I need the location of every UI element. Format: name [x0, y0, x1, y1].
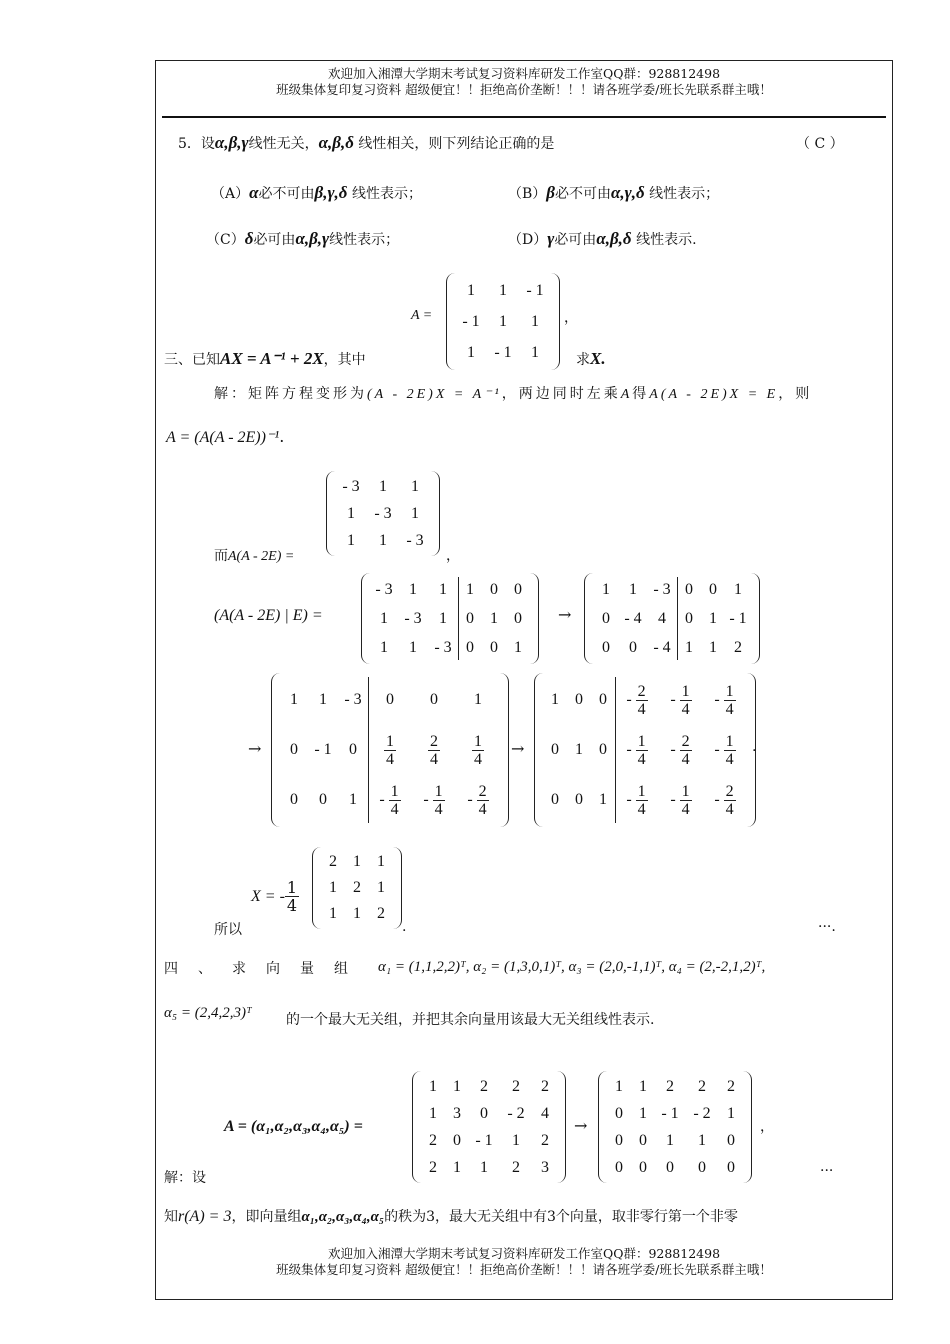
matrix-cell: - 3 [653, 580, 671, 598]
header-line-1: 欢迎加入湘潭大学期末考试复习资料库研发工作室QQ群：928812498 [327, 66, 721, 81]
matrix-cell: 0 [430, 691, 438, 708]
document-page [155, 60, 893, 1300]
augmented-separator [458, 577, 459, 660]
matrix-cell: 2 [329, 853, 337, 870]
matrix-cell: 2 [666, 1077, 674, 1095]
matrix-cell: 2 [541, 1077, 549, 1095]
header-rule [162, 116, 886, 118]
matrix-cell: - 3 [404, 609, 422, 627]
header-line-2: 班级集体复印复习资料 超级便宜！！拒绝高价垄断！！！请各班学委/班长先联系群主哦！ [276, 82, 772, 97]
augmented-matrix-3 [271, 673, 509, 827]
matrix-cell: - 1 [729, 609, 747, 627]
suoyi-label: 所以 [214, 922, 242, 938]
rank-line: 知r(A) = 3，即向量组α₁,α₂,α₃,α₄,α₅的秩为3，最大无关组中有3个向量，取非零行第一个非零 [164, 1208, 738, 1225]
matrix-cell: 0 [639, 1158, 647, 1176]
matrix-cell: 0 [698, 1158, 706, 1176]
x-result-fraction: $\frac{1}{4}$ [286, 878, 298, 915]
matrix-cell: 2 [698, 1077, 706, 1095]
section-3-question: 三、已知AX = A⁻¹ + 2X，其中 [164, 349, 366, 368]
matrix-cell: - 1 [462, 312, 480, 330]
arrow-3: → [511, 739, 525, 758]
matrix-cell: 1 [480, 1158, 488, 1176]
matrix-cell: - 3 [344, 691, 362, 708]
matrix-cell: $\frac{2}{4}$ [430, 732, 438, 768]
q5-stem: 5．设α,β,γ线性无关，α,β,δ 线性相关，则下列结论正确的是 [178, 133, 555, 152]
section-4-matrix-left [412, 1071, 566, 1183]
matrix-cell: 1 [734, 580, 742, 598]
matrix-cell: - 1 [661, 1104, 679, 1122]
matrix-cell: 0 [727, 1131, 735, 1149]
matrix-cell: - 3 [375, 580, 393, 598]
section-4-solution-label: 解：设 [164, 1170, 206, 1186]
matrix-cell: 0 [615, 1131, 623, 1149]
matrix-cell: 0 [575, 691, 583, 708]
q5-option-d: （D）γ必可由α,β,δ 线性表示. [508, 229, 697, 248]
matrix-cell: 1 [411, 477, 419, 495]
matrix-cell: 1 [290, 691, 298, 708]
matrix-cell: 0 [480, 1104, 488, 1122]
section-4-vectors: α₁ = (1,1,2,2)ᵀ, α₂ = (1,3,0,1)ᵀ, α₃ = (2,0,-1,1)ᵀ, α₄ = (2,-2,1,2)ᵀ, [378, 959, 766, 975]
matrix-cell: 1 [666, 1131, 674, 1149]
matrix-cell: 0 [685, 609, 693, 627]
matrix-cell: 1 [685, 638, 693, 656]
matrix-cell: 0 [615, 1104, 623, 1122]
matrix-cell: - 1 [314, 741, 332, 758]
matrix-cell: 0 [685, 580, 693, 598]
matrix-cell: 1 [453, 1077, 461, 1095]
matrix-cell: 1 [512, 1131, 520, 1149]
matrix-cell: - $\frac{2}{4}$ [670, 732, 690, 768]
matrix-cell: 1 [490, 609, 498, 627]
matrix-cell: 1 [379, 531, 387, 549]
product-matrix-tail: ， [446, 548, 460, 564]
matrix-cell: 2 [734, 638, 742, 656]
matrix-cell: 1 [379, 477, 387, 495]
matrix-cell: - 2 [693, 1104, 711, 1122]
matrix-cell: 1 [380, 638, 388, 656]
q5-option-c: （C）δ必可由α,β,γ线性表示； [206, 229, 400, 248]
footer-line-2: 班级集体复印复习资料 超级便宜！！拒绝高价垄断！！！请各班学委/班长先联系群主哦！ [276, 1262, 772, 1277]
matrix-cell: - 4 [653, 638, 671, 656]
matrix-cell: 1 [514, 638, 522, 656]
matrix-cell: - 3 [406, 531, 424, 549]
augmented-matrix-4 [534, 673, 756, 827]
augmented-matrix-1 [361, 573, 539, 664]
matrix-cell: 1 [453, 1158, 461, 1176]
matrix-cell: 2 [512, 1158, 520, 1176]
matrix-cell: 1 [409, 638, 417, 656]
matrix-cell: 1 [551, 691, 559, 708]
matrix-cell: 2 [480, 1077, 488, 1095]
matrix-cell: - $\frac{2}{4}$ [714, 782, 734, 818]
matrix-cell: 0 [386, 691, 394, 708]
matrix-cell: 0 [666, 1158, 674, 1176]
matrix-cell: 3 [541, 1158, 549, 1176]
augmented-matrix-2 [584, 573, 760, 664]
matrix-cell: 1 [727, 1104, 735, 1122]
section-4-label: 四 、 求 向 量 组 [164, 961, 348, 977]
matrix-cell: 1 [467, 281, 475, 299]
matrix-cell: - $\frac{1}{4}$ [714, 682, 734, 718]
augmented-separator [615, 677, 616, 823]
matrix-cell: 0 [453, 1131, 461, 1149]
matrix-cell: 1 [439, 609, 447, 627]
section-4-ellipsis: ··· [820, 1163, 834, 1179]
matrix-cell: 2 [727, 1077, 735, 1095]
page-footer [156, 1246, 892, 1278]
page-header [156, 66, 892, 98]
matrix-cell: 1 [409, 580, 417, 598]
x-result-lhs: X = - $\frac{1}{4}$ [251, 878, 298, 915]
matrix-cell: - 3 [342, 477, 360, 495]
matrix-cell: 0 [602, 638, 610, 656]
matrix-cell: 0 [599, 691, 607, 708]
matrix-cell: 0 [319, 791, 327, 808]
matrix-cell: 1 [377, 879, 385, 896]
matrix-cell: 4 [541, 1104, 549, 1122]
matrix-cell: 0 [615, 1158, 623, 1176]
solution-line-2: A = (A(A - 2E))⁻¹. [166, 427, 285, 446]
matrix-cell: - $\frac{1}{4}$ [626, 782, 646, 818]
matrix-cell: 1 [629, 580, 637, 598]
matrix-cell: $\frac{1}{4}$ [386, 732, 394, 768]
arrow-1: → [558, 605, 572, 624]
matrix-cell: 1 [429, 1104, 437, 1122]
product-matrix-label: 而A(A - 2E) = [214, 548, 295, 564]
matrix-cell: - $\frac{1}{4}$ [423, 782, 443, 818]
matrix-cell: 1 [467, 343, 475, 361]
matrix-cell: 0 [349, 741, 357, 758]
matrix-cell: 0 [629, 638, 637, 656]
section-4-alpha5: α₅ = (2,4,2,3)ᵀ [164, 1005, 252, 1021]
augmented-separator [368, 677, 369, 823]
matrix-cell: 1 [639, 1077, 647, 1095]
matrix-cell: 0 [290, 791, 298, 808]
footer-line-1: 欢迎加入湘潭大学期末考试复习资料库研发工作室QQ群：928812498 [327, 1246, 721, 1261]
matrix-cell: 1 [377, 853, 385, 870]
matrix-cell: 1 [429, 1077, 437, 1095]
matrix-cell: 0 [575, 791, 583, 808]
matrix-cell: 0 [466, 609, 474, 627]
matrix-cell: - 4 [624, 609, 642, 627]
matrix-cell: 1 [474, 691, 482, 708]
matrix-cell: 0 [490, 580, 498, 598]
matrix-cell: 1 [499, 312, 507, 330]
matrix-cell: 1 [709, 638, 717, 656]
x-result-tail: . [402, 919, 407, 935]
matrix-cell: 1 [329, 905, 337, 922]
matrix-cell: - $\frac{2}{4}$ [626, 682, 646, 718]
matrix-cell: 1 [499, 281, 507, 299]
matrix-cell: 1 [599, 791, 607, 808]
matrix-a [446, 273, 560, 370]
matrix-cell: 0 [551, 791, 559, 808]
matrix-cell: - 3 [434, 638, 452, 656]
matrix-cell: - 2 [507, 1104, 525, 1122]
matrix-cell: 1 [380, 609, 388, 627]
matrix-cell: 1 [329, 879, 337, 896]
matrix-cell: 1 [639, 1104, 647, 1122]
matrix-cell: - $\frac{1}{4}$ [714, 732, 734, 768]
matrix-cell: 1 [602, 580, 610, 598]
matrix-cell: - $\frac{1}{4}$ [670, 682, 690, 718]
matrix-cell: - $\frac{1}{4}$ [670, 782, 690, 818]
matrix-cell: - $\frac{1}{4}$ [379, 782, 399, 818]
matrix-cell: 0 [551, 741, 559, 758]
matrix-cell: 3 [453, 1104, 461, 1122]
matrix-cell: - 1 [475, 1131, 493, 1149]
matrix-cell: 0 [514, 609, 522, 627]
matrix-cell: 4 [658, 609, 666, 627]
matrix-cell: 0 [599, 741, 607, 758]
matrix-cell: 1 [531, 343, 539, 361]
matrix-cell: 2 [429, 1158, 437, 1176]
matrix-cell: 0 [490, 638, 498, 656]
section-4-matrix-right [598, 1071, 752, 1183]
matrix-cell: 0 [602, 609, 610, 627]
matrix-cell: 0 [727, 1158, 735, 1176]
matrix-cell: 1 [347, 531, 355, 549]
matrix-cell: 2 [512, 1077, 520, 1095]
matrix-cell: - 1 [494, 343, 512, 361]
matrix-cell: 1 [698, 1131, 706, 1149]
augmented-matrix-4-tail: . [752, 739, 757, 755]
augmented-lhs: (A(A - 2E) | E) = [214, 607, 323, 624]
matrix-cell: 0 [466, 638, 474, 656]
matrix-cell: - 1 [526, 281, 544, 299]
matrix-a-lhs: A = [411, 308, 433, 323]
matrix-cell: $\frac{1}{4}$ [474, 732, 482, 768]
matrix-cell: 1 [575, 741, 583, 758]
section-3-ask: 求X. [576, 349, 606, 368]
section-4-arrow: → [574, 1116, 588, 1135]
matrix-cell: 1 [439, 580, 447, 598]
matrix-cell: 2 [377, 905, 385, 922]
q5-option-b: （B）β必不可由α,γ,δ 线性表示； [508, 183, 720, 202]
matrix-cell: 1 [353, 905, 361, 922]
matrix-cell: 1 [347, 504, 355, 522]
q5-option-a: （A）α必不可由β,γ,δ 线性表示； [211, 183, 422, 202]
section-4-lhs: A = (α₁,α₂,α₃,α₄,α₅) = [224, 1118, 363, 1135]
matrix-cell: 2 [353, 879, 361, 896]
section-4-tail: ， [760, 1119, 774, 1135]
matrix-cell: 1 [709, 609, 717, 627]
matrix-cell: 1 [319, 691, 327, 708]
matrix-cell: 1 [615, 1077, 623, 1095]
matrix-a-tail: ， [564, 310, 578, 326]
product-matrix [326, 471, 440, 556]
matrix-cell: 0 [639, 1131, 647, 1149]
matrix-cell: - $\frac{1}{4}$ [626, 732, 646, 768]
x-result-matrix [312, 847, 402, 929]
matrix-cell: 2 [541, 1131, 549, 1149]
solution-line-1: 解：矩阵方程变形为(A - 2E)X = A⁻¹，两边同时左乘A得A(A - 2E)X = E，则 [214, 386, 813, 402]
matrix-cell: 1 [353, 853, 361, 870]
matrix-cell: 0 [709, 580, 717, 598]
matrix-cell: 1 [411, 504, 419, 522]
augmented-separator [677, 577, 678, 660]
matrix-cell: 1 [349, 791, 357, 808]
matrix-cell: 0 [514, 580, 522, 598]
matrix-cell: 1 [531, 312, 539, 330]
section-4-question: 的一个最大无关组，并把其余向量用该最大无关组线性表示. [286, 1012, 655, 1028]
section-3-ellipsis: ···. [818, 919, 836, 935]
q5-answer: （ C ） [796, 136, 844, 152]
matrix-cell: 2 [429, 1131, 437, 1149]
matrix-cell: 1 [466, 580, 474, 598]
arrow-2: → [248, 739, 262, 758]
matrix-cell: - $\frac{2}{4}$ [467, 782, 487, 818]
matrix-cell: - 3 [374, 504, 392, 522]
matrix-cell: 0 [290, 741, 298, 758]
